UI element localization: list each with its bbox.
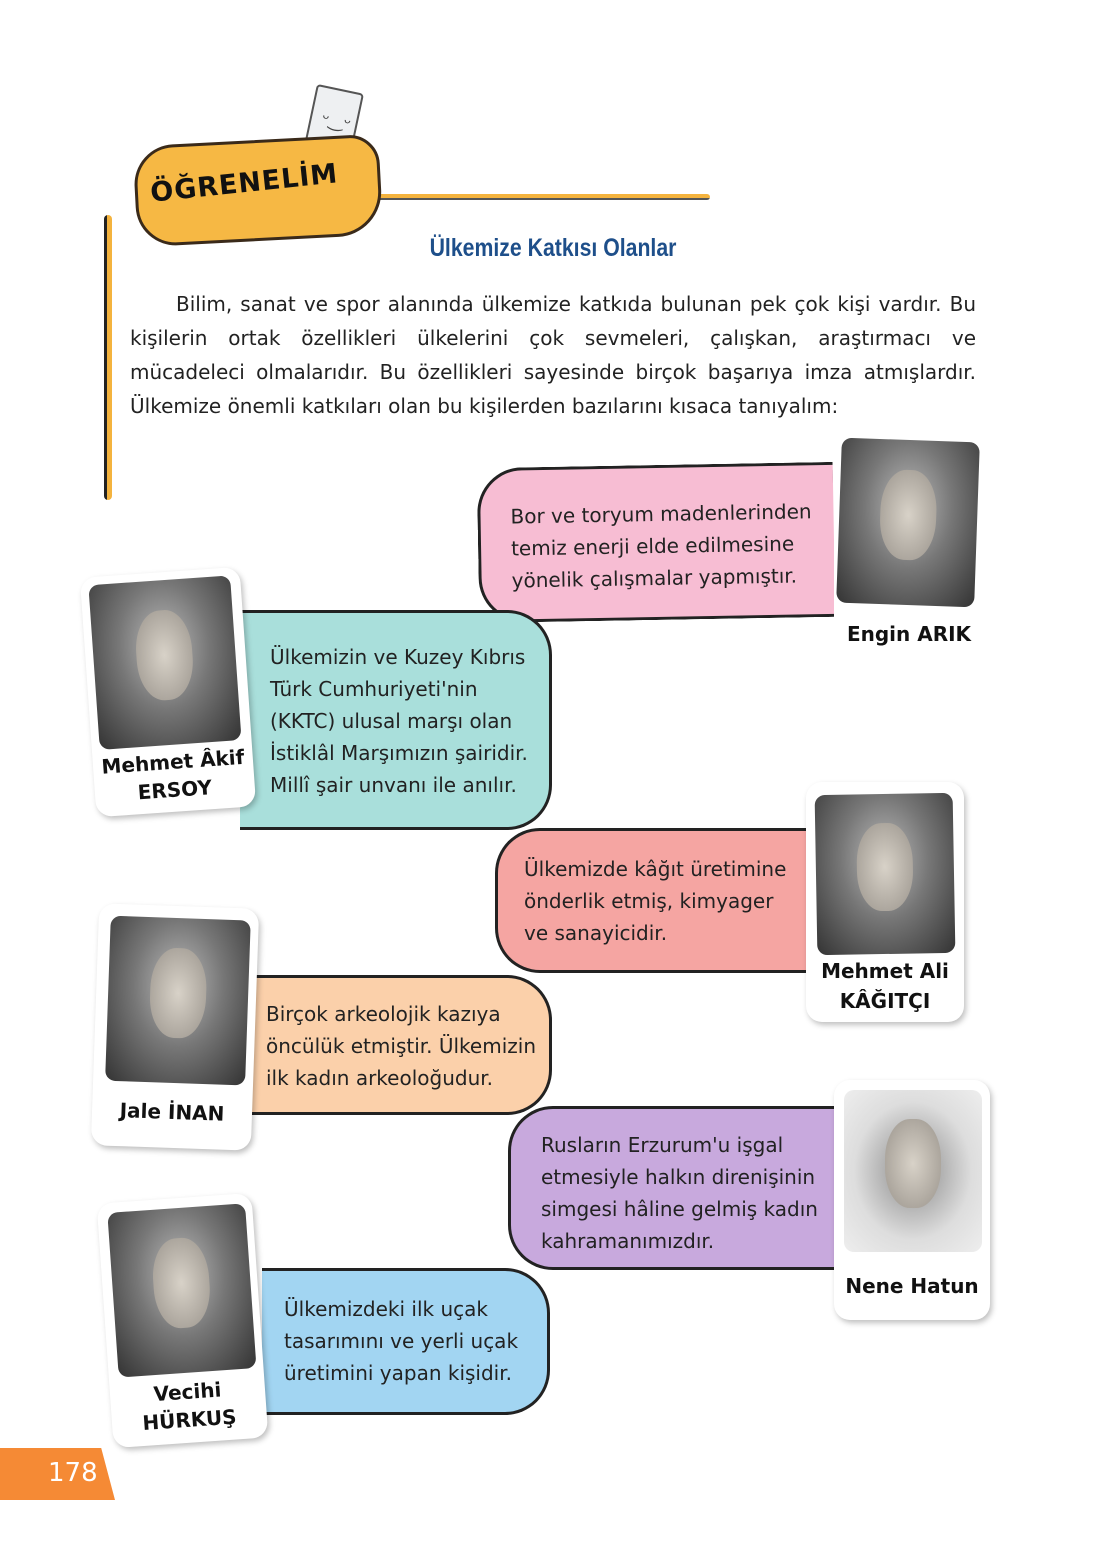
page-title: Ülkemize Katkısı Olanlar: [429, 234, 677, 262]
section-badge-label: ÖĞRENELİM: [148, 158, 340, 209]
info-bubble-nene-hatun: [508, 1106, 838, 1270]
bubble-text: Ülkemizdeki ilk uçak tasarımını ve yerli uçak üretimini yapan kişidir.: [284, 1297, 519, 1385]
person-name: Jale İNAN: [119, 1098, 225, 1126]
person-surname: HÜRKUŞ: [141, 1404, 238, 1436]
person-card-vecihi-hurkus: [97, 1193, 269, 1448]
smiling-book-icon: ᵕ‿ᵕ: [300, 84, 364, 174]
bubble-text: Birçok arkeolojik kazıya öncülük etmiştir. Ülkemizin ilk kadın arkeoloğudur.: [266, 1002, 536, 1090]
person-card-nene-hatun: [834, 1080, 990, 1320]
portrait-photo: [815, 793, 956, 955]
person-card-engin-arik: [834, 432, 984, 657]
bubble-text: Ülkemizde kâğıt üretimine önderlik etmiş, kimyager ve sanayicidir.: [524, 857, 787, 945]
bubble-text: Bor ve toryum madenlerinden temiz enerji elde edilmesine yönelik çalışmalar yapmıştır.: [510, 499, 812, 593]
bubble-text: Ülkemizin ve Kuzey Kıbrıs Türk Cumhuriyeti'nin (KKTC) ulusal marşı olan İstiklâl Marşımızın şairidir. Millî şair unvanı ile anılır.: [270, 645, 528, 797]
intro-paragraph: Bilim, sanat ve spor alanında ülkemize katkıda bulunan pek çok kişi vardır. Bu kişilerin ortak özellikleri ülkelerini çok sevmeleri, çalışkan, araştırmacı ve mücadeleci olmalarıdır. Bu özellikleri sayesinde birçok başarıya imza atmışlardır. Ülkemize önemli katkıları olan bu kişilerden bazılarını kısaca tanıyalım:: [130, 292, 976, 418]
info-bubble-jale-inan: [250, 975, 552, 1115]
person-name: Vecihi: [152, 1377, 223, 1407]
bubble-text: Rusların Erzurum'u işgal etmesiyle halkın direnişinin simgesi hâline gelmiş kadın kahramanımızdır.: [541, 1133, 818, 1253]
info-bubble-mehmet-akif-ersoy: [240, 610, 552, 830]
decorative-line: [360, 194, 710, 200]
info-bubble-mehmet-ali-kagitci: [495, 828, 810, 973]
page-number: 178: [48, 1458, 98, 1488]
portrait-photo: [107, 1203, 256, 1377]
person-name: Nene Hatun: [845, 1274, 979, 1298]
portrait-photo: [836, 438, 980, 608]
portrait-photo: [844, 1090, 982, 1252]
portrait-photo: [105, 916, 251, 1086]
person-card-mehmet-ali-kagitci: [806, 782, 964, 1022]
portrait-photo: [88, 575, 241, 750]
person-surname: ERSOY: [136, 775, 213, 805]
info-bubble-engin-arik: [477, 462, 836, 623]
person-name: Mehmet Âkif: [100, 744, 246, 779]
person-card-jale-inan: [91, 903, 259, 1150]
info-bubble-vecihi-hurkus: [262, 1268, 550, 1415]
person-name: Mehmet Ali: [821, 959, 949, 983]
person-card-mehmet-akif-ersoy: [80, 567, 256, 818]
person-surname: KÂĞITÇI: [839, 989, 931, 1013]
person-name: Engin ARIK: [846, 622, 972, 646]
